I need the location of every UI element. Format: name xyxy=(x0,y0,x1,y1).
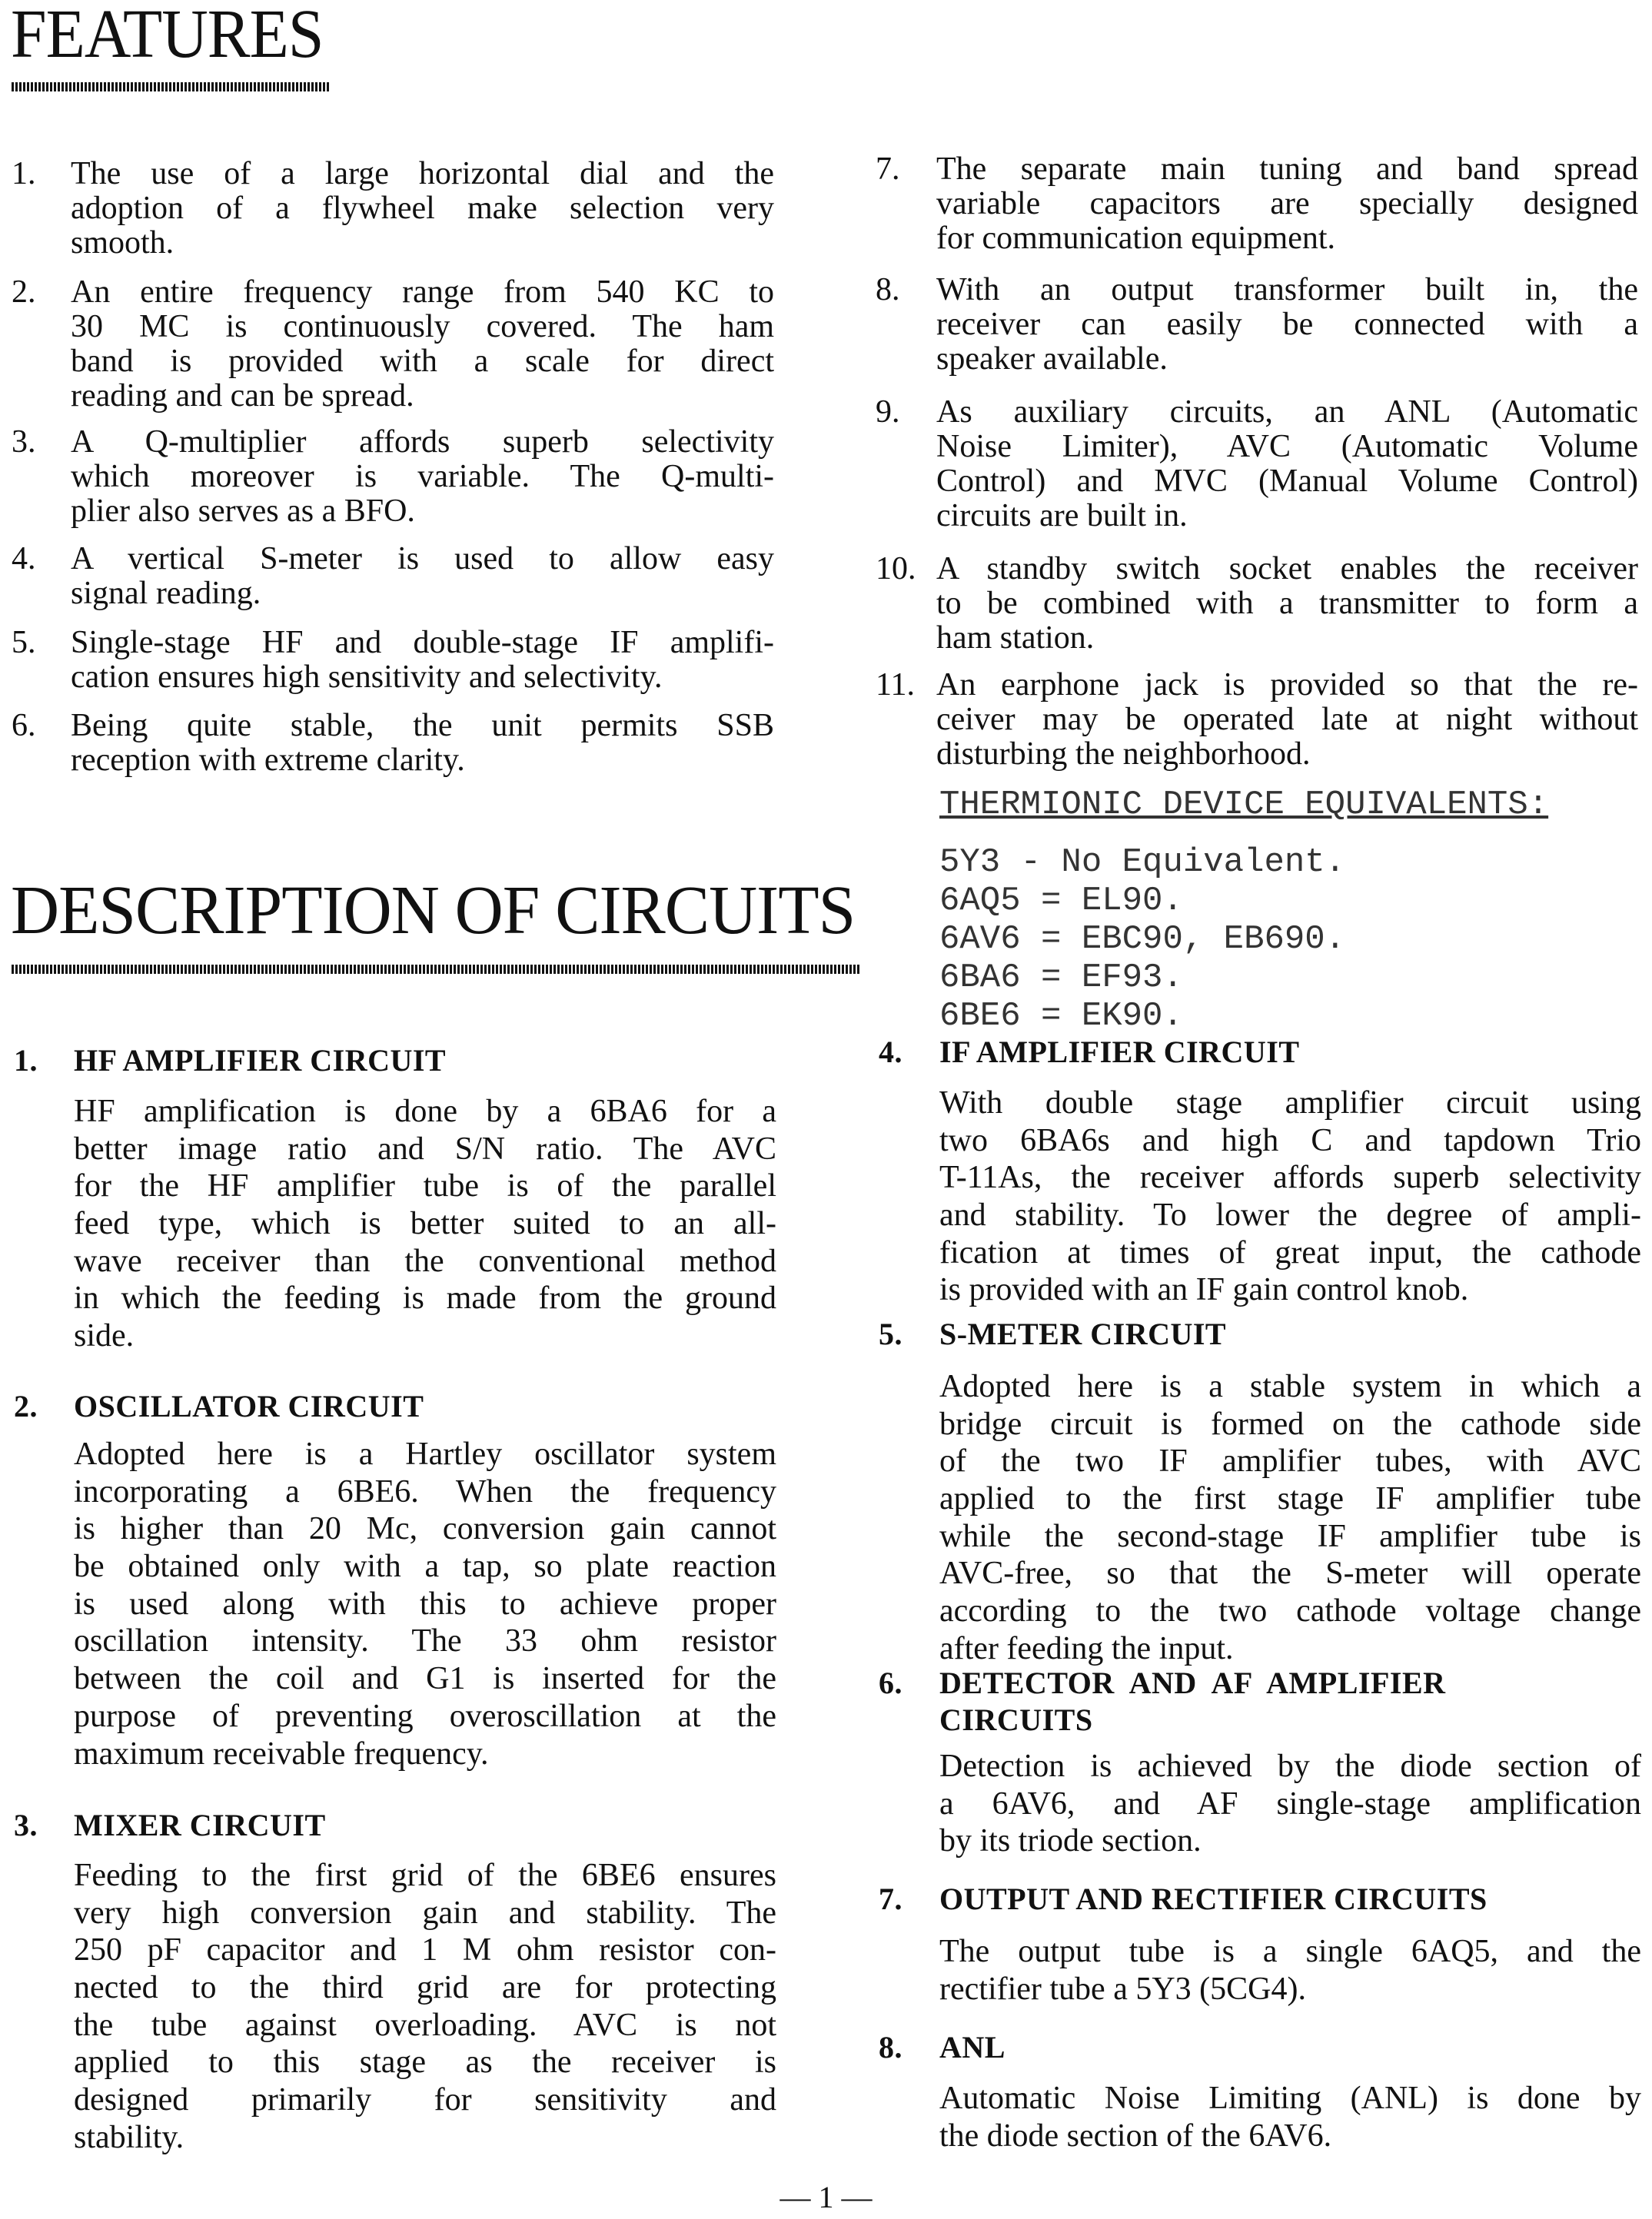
text-line: after feeding the input. xyxy=(939,1630,1234,1666)
text-line: HF amplification is done by a 6BA6 for a xyxy=(74,1094,776,1129)
text-line: With an output transformer built in, the xyxy=(936,272,1638,307)
feature-number: 11. xyxy=(876,667,915,703)
text-line: cation ensures high sensitivity and selectivity. xyxy=(71,659,663,695)
text-line: between the coil and G1 is inserted for the xyxy=(74,1661,776,1697)
text-line: rectifier tube a 5Y3 (5CG4). xyxy=(939,1971,1306,2007)
section-heading-text xyxy=(939,1034,1641,1071)
feature-text xyxy=(71,542,774,611)
feature-number: 5. xyxy=(12,625,36,660)
text-line: by its triode section. xyxy=(939,1823,1202,1859)
text-line: and stability. To lower the degree of ampli- xyxy=(939,1198,1641,1234)
section-heading-text xyxy=(939,1316,1641,1353)
text-line: reading and can be spread. xyxy=(71,378,414,414)
features-title-rule xyxy=(12,82,329,91)
heading-line: HF AMPLIFIER CIRCUIT xyxy=(74,1043,447,1078)
text-line: stability. xyxy=(74,2119,184,2155)
text-line: applied to this stage as the receiver is xyxy=(74,2045,776,2081)
text-line: 30 MC is continuously covered. The ham xyxy=(71,309,774,344)
section-number: 7. xyxy=(879,1882,902,1916)
text-line: maximum receivable frequency. xyxy=(74,1736,489,1772)
text-line: A standby switch socket enables the receiver xyxy=(936,551,1638,586)
text-line: of the two IF amplifier tubes, with AVC xyxy=(939,1443,1641,1480)
equivalent-line: 6AQ5 = EL90. xyxy=(939,882,1183,920)
equivalent-line: 6BA6 = EF93. xyxy=(939,958,1183,997)
feature-text xyxy=(71,626,774,695)
text-line: the tube against overloading. AVC is not xyxy=(74,2007,776,2043)
text-line: for communication equipment. xyxy=(936,221,1336,256)
text-line: for the HF amplifier tube is of the parallel xyxy=(74,1168,776,1204)
heading-line: IF AMPLIFIER CIRCUIT xyxy=(939,1035,1300,1069)
text-line: in which the feeding is made from the ground xyxy=(74,1281,776,1317)
section-number: 4. xyxy=(879,1035,902,1069)
section-body xyxy=(939,1085,1641,1309)
section-number: 1. xyxy=(14,1043,38,1078)
text-line: a 6AV6, and AF single-stage amplification xyxy=(939,1785,1641,1822)
text-line: the diode section of the 6AV6. xyxy=(939,2118,1332,2154)
section-heading-text xyxy=(939,1665,1641,1739)
text-line: nected to the third grid are for protecting xyxy=(74,1970,776,2006)
text-line: two 6BA6s and high C and tapdown Trio xyxy=(939,1122,1641,1158)
text-line: The output tube is a single 6AQ5, and the xyxy=(939,1934,1641,1969)
text-line: better image ratio and S/N ratio. The AVC xyxy=(74,1131,776,1167)
text-line: variable capacitors are specially designed xyxy=(936,186,1638,221)
text-line: ham station. xyxy=(936,620,1095,656)
feature-number: 3. xyxy=(12,424,36,460)
text-line: receiver can easily be connected with a xyxy=(936,307,1638,342)
text-line: designed primarily for sensitivity and xyxy=(74,2082,776,2118)
feature-number: 1. xyxy=(12,156,36,191)
text-line: fication at times of great input, the cathode xyxy=(939,1234,1641,1271)
section-number: 5. xyxy=(879,1317,902,1351)
description-title-rule xyxy=(12,965,861,974)
feature-number: 10. xyxy=(876,551,916,586)
feature-number: 6. xyxy=(12,708,36,743)
feature-text xyxy=(71,157,774,261)
text-line: according to the two cathode voltage change xyxy=(939,1593,1641,1629)
section-heading-text xyxy=(939,2029,1641,2066)
section-number: 6. xyxy=(879,1666,902,1700)
text-line: A Q-multiplier affords superb selectivity xyxy=(71,424,774,460)
text-line: which moreover is variable. The Q-multi- xyxy=(71,459,774,494)
heading-line: CIRCUITS xyxy=(939,1702,1093,1737)
text-line: Single-stage HF and double-stage IF amplifi- xyxy=(71,625,774,660)
section-number: 2. xyxy=(14,1389,38,1423)
text-line: is used along with this to achieve proper xyxy=(74,1586,776,1622)
equivalent-line: 6BE6 = EK90. xyxy=(939,997,1183,1035)
text-line: smooth. xyxy=(71,225,175,261)
section-number: 8. xyxy=(879,2030,902,2065)
thermionic-heading: THERMIONIC DEVICE EQUIVALENTS: xyxy=(939,786,1549,824)
equivalent-line: 6AV6 = EBC90, EB690. xyxy=(939,920,1346,958)
feature-number: 4. xyxy=(12,541,36,576)
text-line: band is provided with a scale for direct xyxy=(71,344,774,379)
equivalent-line: 5Y3 - No Equivalent. xyxy=(939,843,1346,882)
text-line: circuits are built in. xyxy=(936,498,1188,533)
heading-line: S-METER CIRCUIT xyxy=(939,1317,1227,1351)
features-title: FEATURES xyxy=(11,0,324,72)
text-line: Feeding to the first grid of the 6BE6 ensures xyxy=(74,1858,776,1893)
heading-line: ANL xyxy=(939,2030,1005,2065)
feature-text xyxy=(71,425,774,529)
feature-text xyxy=(71,275,774,414)
text-line: plier also serves as a BFO. xyxy=(71,493,415,529)
description-title: DESCRIPTION OF CIRCUITS xyxy=(11,872,856,948)
text-line: As auxiliary circuits, an ANL (Automatic xyxy=(936,394,1638,430)
section-heading-text xyxy=(74,1042,776,1079)
text-line: wave receiver than the conventional method xyxy=(74,1243,776,1279)
feature-text xyxy=(936,552,1638,656)
text-line: adoption of a flywheel make selection very xyxy=(71,191,774,226)
feature-text xyxy=(936,395,1638,533)
section-heading-text xyxy=(74,1388,776,1425)
text-line: oscillation intensity. The 33 ohm resistor xyxy=(74,1623,776,1659)
feature-text xyxy=(936,152,1638,256)
section-body xyxy=(939,2080,1641,2154)
text-line: feed type, which is better suited to an all- xyxy=(74,1206,776,1242)
section-number: 3. xyxy=(14,1808,38,1842)
text-line: An earphone jack is provided so that the re- xyxy=(936,667,1638,703)
text-line: bridge circuit is formed on the cathode side xyxy=(939,1406,1641,1442)
text-line: Detection is achieved by the diode section of xyxy=(939,1749,1641,1784)
text-line: applied to the first stage IF amplifier tube xyxy=(939,1481,1641,1517)
heading-line: OSCILLATOR CIRCUIT xyxy=(74,1389,424,1423)
text-line: while the second-stage IF amplifier tube is xyxy=(939,1518,1641,1554)
section-body xyxy=(939,1933,1641,2008)
section-body xyxy=(939,1368,1641,1668)
text-line: The use of a large horizontal dial and the xyxy=(71,156,774,191)
text-line: speaker available. xyxy=(936,341,1168,377)
heading-line: MIXER CIRCUIT xyxy=(74,1808,326,1842)
section-heading-text xyxy=(939,1881,1641,1918)
text-line: is higher than 20 Mc, conversion gain cannot xyxy=(74,1511,776,1547)
text-line: AVC-free, so that the S-meter will operate xyxy=(939,1556,1641,1592)
text-line: Adopted here is a Hartley oscillator system xyxy=(74,1437,776,1472)
text-line: very high conversion gain and stability. The xyxy=(74,1895,776,1931)
feature-number: 7. xyxy=(876,151,900,187)
text-line: reception with extreme clarity. xyxy=(71,742,465,778)
section-heading-text xyxy=(74,1807,776,1844)
text-line: Noise Limiter), AVC (Automatic Volume xyxy=(936,429,1638,464)
feature-number: 9. xyxy=(876,394,900,430)
text-line: is provided with an IF gain control knob. xyxy=(939,1272,1469,1308)
text-line: The separate main tuning and band spread xyxy=(936,151,1638,187)
section-body xyxy=(939,1748,1641,1860)
text-line: Automatic Noise Limiting (ANL) is done by xyxy=(939,2081,1641,2116)
section-body xyxy=(74,1093,776,1355)
text-line: disturbing the neighborhood. xyxy=(936,736,1311,772)
text-line: side. xyxy=(74,1318,135,1354)
text-line: 250 pF capacitor and 1 M ohm resistor con- xyxy=(74,1932,776,1968)
feature-text xyxy=(71,709,774,778)
text-line: be obtained only with a tap, so plate reaction xyxy=(74,1549,776,1585)
text-line: T-11As, the receiver affords superb selectivity xyxy=(939,1160,1641,1196)
text-line: incorporating a 6BE6. When the frequency xyxy=(74,1473,776,1510)
heading-line: DETECTOR AND AF AMPLIFIER xyxy=(939,1666,1446,1700)
text-line: A vertical S-meter is used to allow easy xyxy=(71,541,774,576)
text-line: signal reading. xyxy=(71,576,261,611)
text-line: to be combined with a transmitter to form a xyxy=(936,586,1638,621)
text-line: Adopted here is a stable system in which a xyxy=(939,1369,1641,1404)
heading-line: OUTPUT AND RECTIFIER CIRCUITS xyxy=(939,1882,1487,1916)
text-line: With double stage amplifier circuit using xyxy=(939,1085,1641,1121)
section-body xyxy=(74,1857,776,2157)
text-line: Control) and MVC (Manual Volume Control) xyxy=(936,463,1638,499)
text-line: Being quite stable, the unit permits SSB xyxy=(71,708,774,743)
feature-text xyxy=(936,273,1638,377)
page-number: — 1 — xyxy=(779,2180,873,2214)
text-line: ceiver may be operated late at night without xyxy=(936,702,1638,737)
feature-number: 2. xyxy=(12,274,36,310)
text-line: An entire frequency range from 540 KC to xyxy=(71,274,774,310)
feature-text xyxy=(936,668,1638,772)
feature-number: 8. xyxy=(876,272,900,307)
text-line: purpose of preventing overoscillation at the xyxy=(74,1698,776,1734)
section-body xyxy=(74,1436,776,1772)
